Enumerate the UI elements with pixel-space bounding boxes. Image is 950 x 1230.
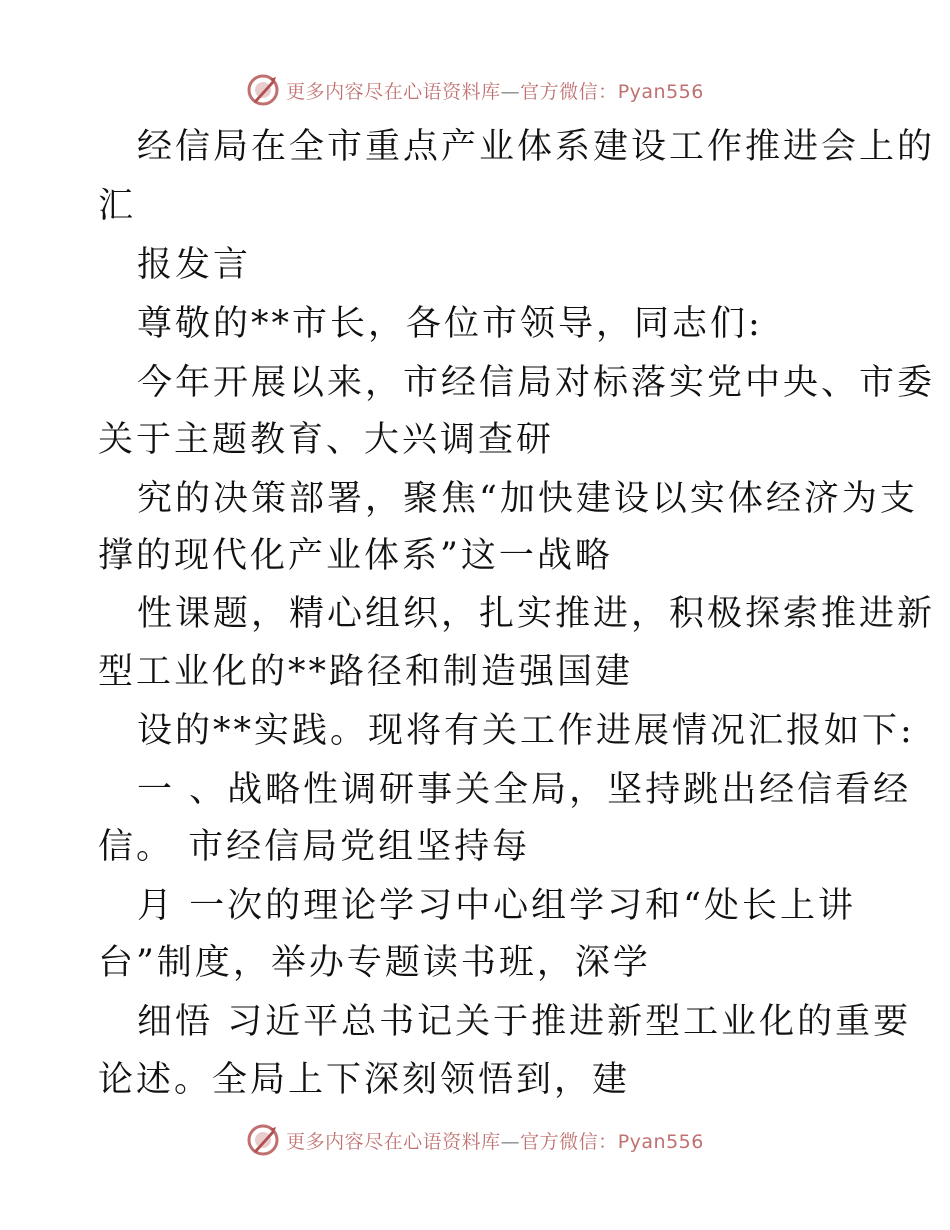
watermark-dash: — — [500, 80, 521, 103]
watermark-handle: Pyan556 — [617, 80, 704, 103]
section-heading-line: 一 、战略性调研事关全局，坚持跳出经信看经 — [137, 770, 912, 810]
watermark-dash: — — [500, 1130, 521, 1153]
body-line: 细悟 习近平总书记关于推进新型工业化的重要 — [137, 1002, 912, 1042]
body-line: 性课题，精心组织，扎实推进，积极探索推进新 — [137, 594, 936, 634]
watermark-site: 更多内容尽在心语资料库 — [286, 1130, 501, 1153]
quill-logo-icon — [246, 1123, 280, 1157]
body-line: 设的**实践。现将有关工作进展情况汇报如下: — [137, 711, 915, 751]
body-line: 究的决策部署，聚焦“加快建设以实体经济为支 — [137, 479, 918, 519]
watermark-label: 官方微信： — [520, 80, 618, 103]
body-line: 论述。全局上下深刻领悟到，建 — [98, 1060, 631, 1100]
watermark-handle: Pyan556 — [617, 1130, 704, 1153]
title-line-1: 经信局在全市重点产业体系建设工作推进会上的 — [137, 127, 936, 167]
title-line-3: 报发言 — [137, 245, 252, 285]
watermark-label: 官方微信： — [520, 1130, 618, 1153]
body-line: 今年开展以来，市经信局对标落实党中央、市委 — [137, 363, 936, 403]
watermark-site: 更多内容尽在心语资料库 — [286, 80, 501, 103]
footer-watermark — [0, 1120, 950, 1160]
body-line: 撑的现代化产业体系”这一战略 — [98, 536, 613, 576]
body-line: 关于主题教育、大兴调查研 — [98, 420, 555, 460]
body-line: 型工业化的**路径和制造强国建 — [98, 652, 634, 692]
watermark-text — [286, 1127, 704, 1154]
body-line: 台”制度，举办专题读书班，深学 — [98, 943, 651, 983]
title-line-2: 汇 — [98, 186, 137, 226]
salutation-line: 尊敬的**市长，各位市领导，同志们: — [137, 304, 763, 344]
body-line: 月 一次的理论学习中心组学习和“处长上讲 — [137, 886, 857, 926]
body-line: 信。 市经信局党组坚持每 — [98, 827, 531, 867]
